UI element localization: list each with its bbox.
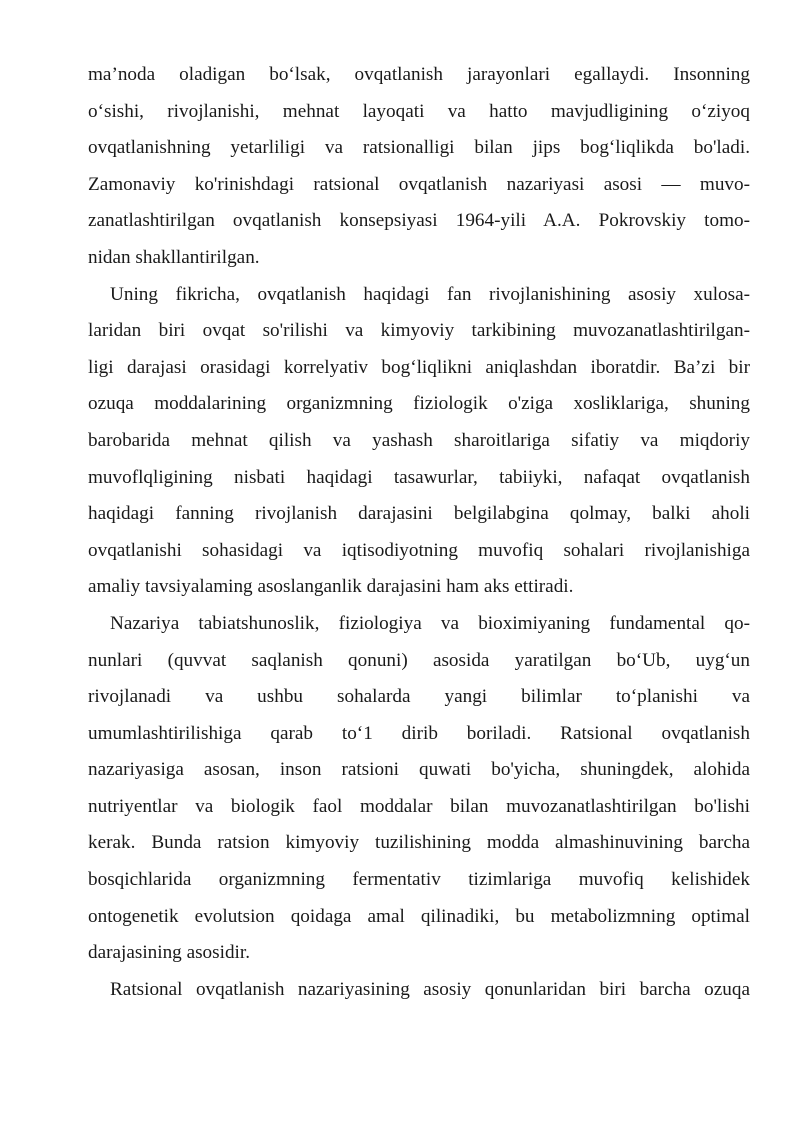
text-line: nazariyasiga asosan, inson ratsioni quwati bo'yicha, shuningdek, alohida: [88, 759, 750, 781]
paragraph: [88, 606, 750, 972]
text-line: amaliy tavsiyalaming asoslanganlik darajasini ham aks ettiradi.: [88, 576, 574, 598]
text-line: darajasining asosidir.: [88, 942, 250, 964]
text-line: Ratsional ovqatlanish nazariyasining asosiy qonunlaridan biri barcha ozuqa: [110, 978, 750, 1000]
text-line: nidan shakllantirilgan.: [88, 246, 260, 268]
paragraph: [88, 57, 750, 277]
text-line: Nazariya tabiatshunoslik, fiziologiya va bioximiyaning fundamental qo-: [110, 612, 750, 634]
text-line: nutriyentlar va biologik faol moddalar bilan muvozanatlashtirilgan bo'lishi: [88, 795, 750, 817]
text-line: Zamonaviy ko'rinishdagi ratsional ovqatlanish nazariyasi asosi — muvo-: [88, 173, 750, 195]
text-line: laridan biri ovqat so'rilishi va kimyoviy tarkibining muvozanatlashtirilgan-: [88, 320, 750, 342]
text-line: ligi darajasi orasidagi korrelyativ bog‘liqlikni aniqlashdan iboratdir. Ba’zi bir: [88, 356, 750, 378]
text-line: ozuqa moddalarining organizmning fiziologik o'ziga xosliklariga, shuning: [88, 393, 750, 415]
document-page: [88, 57, 750, 1008]
text-line: barobarida mehnat qilish va yashash sharoitlariga sifatiy va miqdoriy: [88, 429, 750, 451]
text-line: kerak. Bunda ratsion kimyoviy tuzilishining modda almashinuvining barcha: [88, 832, 750, 854]
text-line: ovqatlanishning yetarliligi va ratsionalligi bilan jips bog‘liqlikda bo'ladi.: [88, 137, 750, 159]
text-line: haqidagi fanning rivojlanish darajasini belgilabgina qolmay, balki aholi: [88, 503, 750, 525]
text-line: zanatlashtirilgan ovqatlanish konsepsiyasi 1964-yili A.A. Pokrovskiy tomo-: [88, 210, 750, 232]
text-line: ontogenetik evolutsion qoidaga amal qilinadiki, bu metabolizmning optimal: [88, 905, 750, 927]
text-line: rivojlanadi va ushbu sohalarda yangi bilimlar to‘planishi va: [88, 686, 750, 708]
text-line: bosqichlarida organizmning fermentativ tizimlariga muvofiq kelishidek: [88, 869, 750, 891]
text-line: ovqatlanishi sohasidagi va iqtisodiyotning muvofiq sohalari rivojlanishiga: [88, 539, 750, 561]
paragraph: [88, 972, 750, 1009]
text-line: o‘sishi, rivojlanishi, mehnat layoqati va hatto mavjudligining o‘ziyoq: [88, 100, 750, 122]
text-line: muvoflqligining nisbati haqidagi tasawurlar, tabiiyki, nafaqat ovqatlanish: [88, 466, 750, 488]
text-line: Uning fikricha, ovqatlanish haqidagi fan rivojlanishining asosiy xulosa-: [110, 283, 750, 305]
text-line: ma’noda oladigan bo‘lsak, ovqatlanish jarayonlari egallaydi. Insonning: [88, 64, 750, 85]
text-line: umumlashtirilishiga qarab to‘1 dirib boriladi. Ratsional ovqatlanish: [88, 722, 750, 744]
text-line: nunlari (quvvat saqlanish qonuni) asosida yaratilgan bo‘Ub, uyg‘un: [88, 649, 750, 671]
paragraph: [88, 277, 750, 606]
